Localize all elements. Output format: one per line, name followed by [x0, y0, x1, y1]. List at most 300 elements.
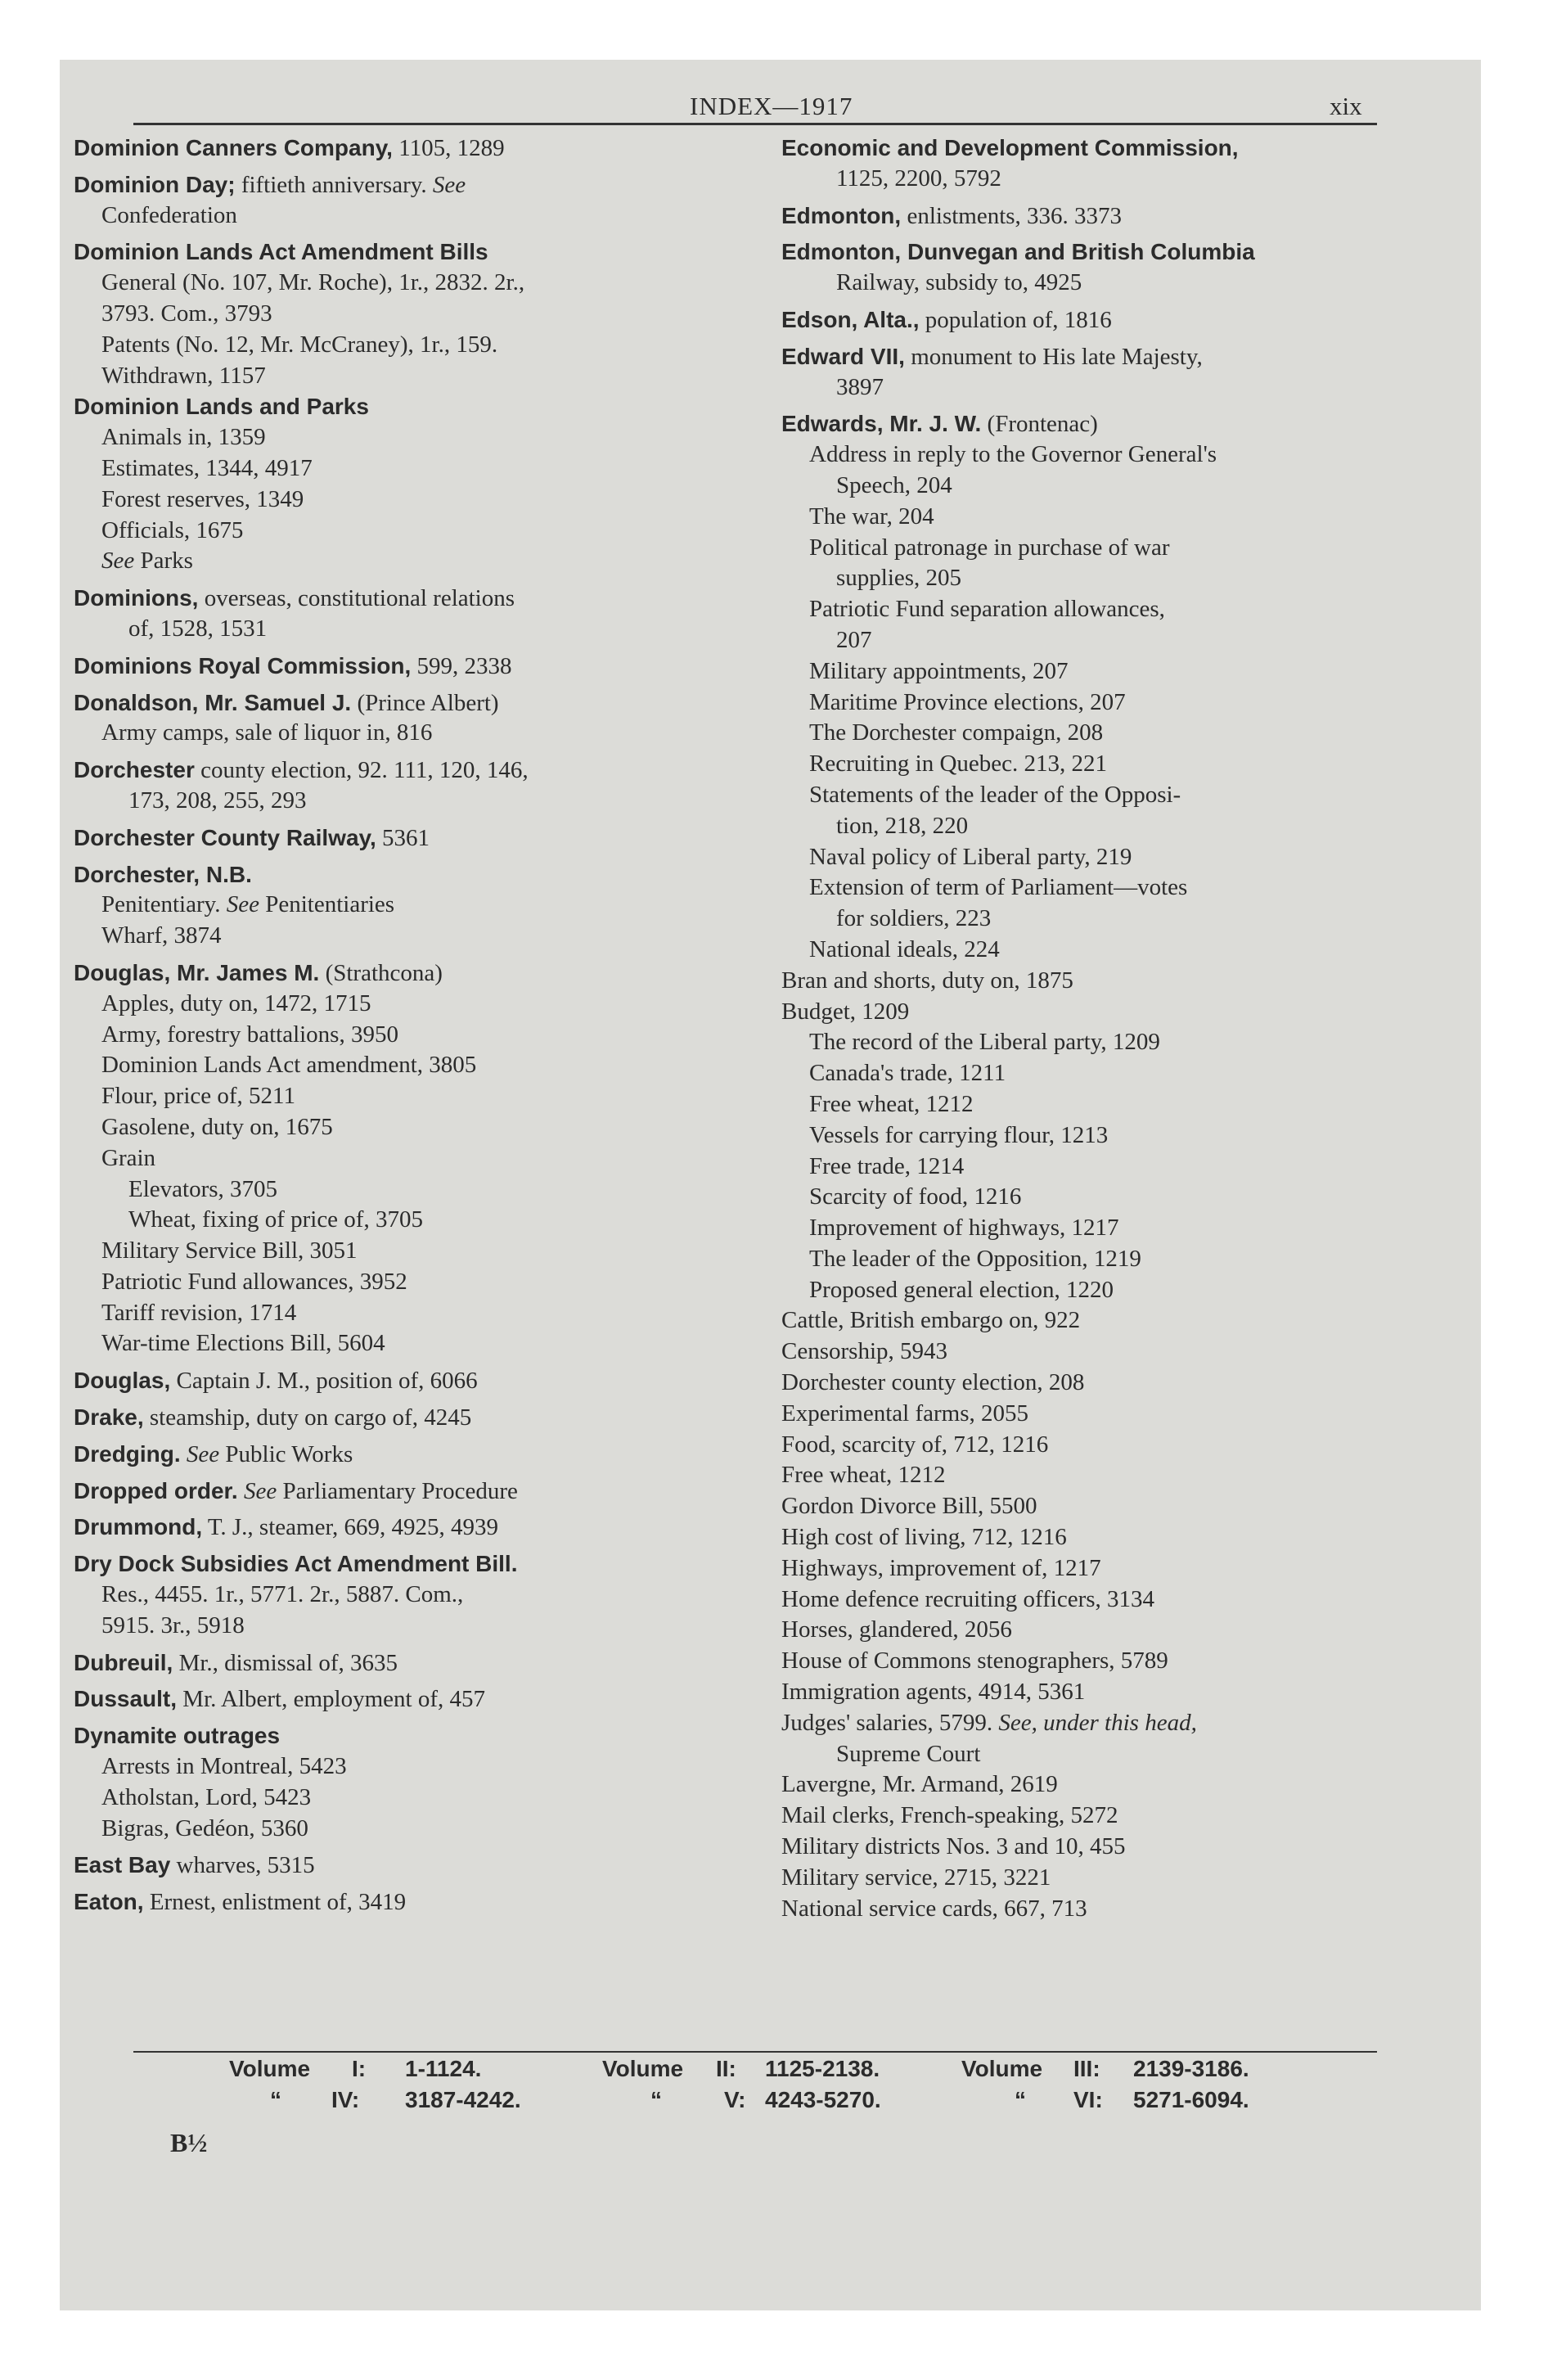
entry-subline — [781, 1244, 1403, 1275]
vol-range: 1125-2138. — [765, 2056, 880, 2081]
index-entry — [781, 341, 1403, 403]
entry-subline — [74, 1611, 761, 1642]
entry-heading: Drake, — [74, 1404, 144, 1431]
entry-subline — [781, 997, 1403, 1028]
entry-heading: Drummond, — [74, 1514, 203, 1540]
entry-heading-line — [781, 237, 1403, 268]
entry-text: Arrests in Montreal, 5423 — [101, 1753, 347, 1780]
entry-subline — [781, 1120, 1403, 1152]
entry-heading-line — [74, 583, 761, 614]
entry-text: Recruiting in Quebec. 213, 221 — [809, 751, 1108, 778]
entry-text: Military districts Nos. 3 and 10, 455 — [781, 1833, 1126, 1860]
entry-text: Vessels for carrying flour, 1213 — [809, 1121, 1109, 1148]
entry-subline — [781, 1336, 1403, 1368]
entry-text: Statements of the leader of the Opposi- — [809, 781, 1181, 808]
entry-subline — [74, 361, 761, 392]
entry-text: population of, 1816 — [919, 306, 1112, 333]
entry-subline — [781, 1863, 1403, 1894]
entry-subline — [781, 439, 1403, 471]
entry-heading-line — [74, 1648, 761, 1679]
entry-subline — [74, 546, 761, 577]
page-title: INDEX—1917 — [690, 92, 853, 120]
entry-text: fiftieth anniversary. — [235, 171, 433, 198]
entry-text: Military service, 2715, 3221 — [781, 1864, 1051, 1891]
entry-subline — [74, 1298, 761, 1329]
header-rule — [133, 123, 1377, 125]
entry-text: Free wheat, 1212 — [781, 1462, 946, 1489]
entry-subline — [74, 1143, 761, 1174]
index-entry — [74, 133, 761, 164]
entry-subline — [781, 749, 1403, 780]
index-entry — [74, 237, 761, 391]
entry-text: Scarcity of food, 1216 — [809, 1183, 1022, 1210]
index-entry — [74, 1439, 761, 1470]
entry-subline — [781, 966, 1403, 997]
index-entry — [74, 1365, 761, 1396]
entry-text: Home defence recruiting officers, 3134 — [781, 1585, 1155, 1612]
entry-heading-line — [74, 1720, 761, 1751]
entry-subline — [781, 594, 1403, 625]
entry-heading: Edwards, Mr. J. W. — [781, 411, 982, 437]
entry-text: Ernest, enlistment of, 3419 — [143, 1889, 407, 1916]
entry-text: See — [186, 1440, 220, 1467]
entry-text: Penitentiaries — [259, 891, 395, 918]
entry-text: House of Commons stenographers, 5789 — [781, 1648, 1168, 1675]
entry-subline — [781, 625, 1403, 656]
entry-heading: Dorchester County Railway, — [74, 824, 376, 850]
entry-subline — [781, 718, 1403, 749]
entry-text: 3897 — [836, 373, 884, 400]
entry-text: T. J., steamer, 669, 4925, 4939 — [202, 1514, 498, 1541]
entry-text: Canada's trade, 1211 — [809, 1060, 1006, 1087]
entry-text: 5361 — [376, 824, 430, 851]
entry-text: High cost of living, 712, 1216 — [781, 1524, 1067, 1551]
entry-text: for soldiers, 223 — [836, 905, 992, 932]
entry-subline — [74, 1050, 761, 1081]
entry-text: Gordon Divorce Bill, 5500 — [781, 1493, 1037, 1520]
entry-text: Apples, duty on, 1472, 1715 — [101, 989, 371, 1016]
entry-text: Military Service Bill, 3051 — [101, 1237, 358, 1264]
entry-subline — [74, 1020, 761, 1051]
index-entry — [74, 1720, 761, 1844]
entry-text: steamship, duty on cargo of, 4245 — [143, 1404, 472, 1431]
entry-text: Improvement of highways, 1217 — [809, 1215, 1119, 1242]
entry-subline — [781, 1399, 1403, 1430]
entry-text: War-time Elections Bill, 5604 — [101, 1330, 385, 1357]
entry-subline — [781, 842, 1403, 873]
entry-heading: Dominion Lands and Parks — [74, 394, 369, 420]
entry-text: Army, forestry battalions, 3950 — [101, 1021, 398, 1048]
vol-roman: III: — [1073, 2056, 1100, 2081]
entry-heading: Edmonton, — [781, 202, 902, 228]
entry-heading: Dredging. — [74, 1440, 181, 1467]
entry-text: Elevators, 3705 — [128, 1175, 278, 1202]
entry-text: Res., 4455. 1r., 5771. 2r., 5887. Com., — [101, 1581, 464, 1608]
entry-text: Bran and shorts, duty on, 1875 — [781, 967, 1073, 994]
vol-roman: IV: — [331, 2087, 360, 2112]
entry-subline — [781, 1213, 1403, 1244]
index-entry — [74, 1402, 761, 1433]
vol-roman: II: — [716, 2056, 736, 2081]
entry-subline — [74, 516, 761, 547]
entry-text: See — [226, 891, 259, 918]
vol-ditto: “ — [650, 2087, 662, 2112]
entry-text: Free trade, 1214 — [809, 1152, 965, 1179]
page-number: xix — [1330, 92, 1362, 120]
entry-subline — [781, 563, 1403, 594]
index-entry — [74, 1850, 761, 1881]
entry-text: Food, scarcity of, 712, 1216 — [781, 1431, 1049, 1458]
entry-text: Budget, 1209 — [781, 998, 910, 1025]
entry-heading-line — [74, 1476, 761, 1507]
index-entry — [74, 1648, 761, 1679]
entry-heading-line — [781, 408, 1403, 439]
entry-subline — [74, 1783, 761, 1814]
entry-subline — [781, 687, 1403, 719]
entry-subline — [781, 1430, 1403, 1461]
entry-text: Grain — [101, 1144, 156, 1171]
entry-heading: Edmonton, Dunvegan and British Columbia — [781, 239, 1255, 265]
vol-roman: VI: — [1073, 2087, 1103, 2112]
index-entry — [74, 651, 761, 682]
entry-text: Bigras, Gedéon, 5360 — [101, 1814, 308, 1841]
entry-text: See — [101, 548, 135, 575]
entry-heading-line — [781, 304, 1403, 336]
entry-text: Parks — [134, 548, 193, 575]
entry-text: Gasolene, duty on, 1675 — [101, 1113, 333, 1140]
index-column-right — [781, 133, 1403, 1924]
entry-subline — [781, 935, 1403, 966]
vol-range: 2139-3186. — [1133, 2056, 1249, 2081]
entry-text: 1125, 2200, 5792 — [836, 165, 1001, 192]
entry-subline — [781, 372, 1403, 403]
entry-subline — [74, 422, 761, 453]
entry-heading: Douglas, Mr. James M. — [74, 959, 320, 985]
entry-text — [238, 1478, 244, 1504]
index-entry — [74, 755, 761, 817]
entry-text: Dorchester county election, 208 — [781, 1369, 1085, 1396]
vol-label: Volume — [961, 2056, 1043, 2081]
entry-subline — [74, 614, 761, 645]
entry-subline — [74, 453, 761, 485]
entry-text: Supreme Court — [836, 1740, 981, 1767]
entry-heading: Dynamite outrages — [74, 1723, 281, 1749]
entry-text: Public Works — [219, 1440, 353, 1467]
entry-text: 599, 2338 — [411, 652, 512, 679]
entry-text: Mail clerks, French-speaking, 5272 — [781, 1802, 1118, 1829]
entry-text: National service cards, 667, 713 — [781, 1895, 1087, 1922]
entry-heading-line — [74, 958, 761, 989]
entry-subline — [781, 1368, 1403, 1399]
entry-heading: Dominion Lands Act Amendment Bills — [74, 239, 488, 265]
entry-heading-line — [74, 1850, 761, 1881]
vol-roman: I: — [352, 2056, 367, 2081]
entry-text: Censorship, 5943 — [781, 1338, 947, 1365]
entry-subline — [74, 1236, 761, 1267]
entry-text: Patents (No. 12, Mr. McCraney), 1r., 159. — [101, 331, 498, 358]
entry-text — [181, 1441, 187, 1467]
entry-text: Dominion Lands Act amendment, 3805 — [101, 1052, 477, 1079]
entry-subline — [74, 299, 761, 330]
entry-heading-line — [74, 169, 761, 201]
vol-ditto: “ — [270, 2087, 281, 2112]
entry-text: Atholstan, Lord, 5423 — [101, 1783, 312, 1810]
entry-text: See — [243, 1477, 277, 1504]
entry-subline — [781, 904, 1403, 935]
entry-text: See, under this head, — [998, 1709, 1197, 1736]
entry-heading: Dubreuil, — [74, 1649, 173, 1675]
entry-subline — [781, 1491, 1403, 1522]
entry-text: Withdrawn, 1157 — [101, 362, 266, 389]
entry-subline — [781, 1769, 1403, 1801]
entry-heading-line — [74, 859, 761, 890]
entry-subline — [781, 1894, 1403, 1925]
entry-subline — [781, 471, 1403, 502]
entry-text: Immigration agents, 4914, 5361 — [781, 1679, 1086, 1706]
entry-heading: Dorchester — [74, 757, 195, 783]
entry-heading-line — [781, 341, 1403, 372]
entry-heading: Donaldson, Mr. Samuel J. — [74, 689, 352, 715]
entry-heading-line — [74, 1886, 761, 1918]
entry-text: of, 1528, 1531 — [128, 615, 268, 642]
entry-text: Free wheat, 1212 — [809, 1090, 974, 1117]
entry-heading-line — [74, 755, 761, 786]
entry-heading-line — [74, 237, 761, 268]
entry-text: Naval policy of Liberal party, 219 — [809, 843, 1132, 870]
entry-text: Highways, improvement of, 1217 — [781, 1554, 1101, 1581]
entry-text: Parliamentary Procedure — [277, 1477, 518, 1504]
entry-subline — [781, 872, 1403, 904]
entry-text: wharves, 5315 — [170, 1852, 315, 1879]
vol-label: Volume — [229, 2056, 311, 2081]
entry-text: 207 — [836, 626, 872, 653]
entry-text: Mr. Albert, employment of, 457 — [177, 1686, 485, 1713]
entry-subline — [74, 1580, 761, 1611]
entry-subline — [781, 1460, 1403, 1491]
entry-heading: Dry Dock Subsidies Act Amendment Bill. — [74, 1551, 518, 1577]
entry-subline — [74, 890, 761, 921]
entry-subline — [781, 811, 1403, 842]
entry-subline — [781, 1027, 1403, 1058]
entry-text: Military appointments, 207 — [809, 657, 1069, 684]
entry-text: county election, 92. 111, 120, 146, — [194, 757, 529, 784]
entry-heading: Dominion Canners Company, — [74, 135, 393, 160]
entry-heading: Dropped order. — [74, 1477, 238, 1503]
entry-heading: Eaton, — [74, 1889, 144, 1915]
entry-text: 5915. 3r., 5918 — [101, 1611, 245, 1639]
index-entry — [781, 408, 1403, 1924]
entry-text: Judges' salaries, 5799. — [781, 1709, 999, 1736]
index-entry — [781, 237, 1403, 299]
entry-subline — [74, 1328, 761, 1359]
entry-text: (Frontenac) — [981, 411, 1098, 438]
entry-subline — [74, 786, 761, 817]
entry-text: Speech, 204 — [836, 471, 952, 498]
entry-heading: Douglas, — [74, 1368, 171, 1394]
entry-heading-line — [74, 1684, 761, 1715]
entry-subline — [74, 1267, 761, 1298]
signature-mark: B½ — [170, 2128, 208, 2157]
entry-heading-line — [74, 823, 761, 854]
entry-text: Estimates, 1344, 4917 — [101, 454, 313, 481]
entry-text: Extension of term of Parliament—votes — [809, 874, 1188, 901]
entry-text: 3793. Com., 3793 — [101, 300, 272, 327]
index-entry — [781, 304, 1403, 336]
entry-subline — [781, 1522, 1403, 1553]
entry-subline — [781, 1305, 1403, 1336]
entry-subline — [781, 1615, 1403, 1646]
index-entry — [781, 133, 1403, 195]
entry-subline — [781, 1182, 1403, 1213]
entry-subline — [781, 1739, 1403, 1770]
entry-subline — [781, 1801, 1403, 1832]
entry-text: Lavergne, Mr. Armand, 2619 — [781, 1771, 1058, 1798]
vol-label: Volume — [602, 2056, 684, 2081]
entry-subline — [74, 268, 761, 299]
entry-subline — [74, 921, 761, 952]
entry-text: enlistments, 336. 3373 — [901, 202, 1123, 229]
entry-subline — [781, 1152, 1403, 1183]
entry-heading: Dominions, — [74, 585, 199, 611]
vol-range: 3187-4242. — [405, 2087, 521, 2112]
entry-subline — [781, 502, 1403, 533]
entry-subline — [781, 1553, 1403, 1584]
entry-text: National ideals, 224 — [809, 935, 1000, 962]
entry-text: Confederation — [101, 201, 237, 228]
index-entry — [74, 1684, 761, 1715]
entry-subline — [781, 268, 1403, 299]
entry-text: Army camps, sale of liquor in, 816 — [101, 719, 433, 746]
entry-heading: Dorchester, N.B. — [74, 861, 252, 887]
entry-heading: Economic and Development Commission, — [781, 135, 1239, 160]
entry-text: tion, 218, 220 — [836, 812, 969, 839]
entry-text: Experimental farms, 2055 — [781, 1400, 1028, 1427]
index-entry — [74, 1548, 761, 1641]
entry-text: supplies, 205 — [836, 565, 962, 592]
entry-text: Wheat, fixing of price of, 3705 — [128, 1206, 423, 1233]
entry-heading-line — [74, 391, 761, 422]
entry-text: Political patronage in purchase of war — [809, 534, 1170, 561]
entry-subline — [781, 1089, 1403, 1120]
index-entry — [781, 201, 1403, 232]
entry-text: Animals in, 1359 — [101, 424, 266, 451]
entry-text: The war, 204 — [809, 503, 934, 530]
entry-text: Mr., dismissal of, 3635 — [173, 1649, 398, 1676]
entry-subline — [74, 330, 761, 361]
entry-text: The record of the Liberal party, 1209 — [809, 1029, 1160, 1056]
entry-text: Railway, — [836, 269, 920, 296]
entry-subline — [74, 989, 761, 1020]
entry-text: Horses, glandered, 2056 — [781, 1616, 1012, 1643]
entry-subline — [781, 1708, 1403, 1739]
entry-subline — [781, 1584, 1403, 1616]
entry-text: 1105, 1289 — [392, 135, 505, 161]
entry-subline — [74, 1081, 761, 1112]
entry-text: Cattle, British embargo on, 922 — [781, 1307, 1081, 1334]
footer-rule — [133, 2051, 1377, 2053]
index-entry — [74, 391, 761, 577]
entry-heading: Dussault, — [74, 1686, 178, 1712]
entry-heading-line — [74, 687, 761, 719]
entry-subline — [781, 164, 1403, 195]
entry-subline — [781, 1832, 1403, 1863]
entry-heading: Edson, Alta., — [781, 306, 920, 332]
entry-text: Officials, 1675 — [101, 516, 244, 543]
vol-range: 4243-5270. — [765, 2087, 881, 2112]
entry-text: Address in reply to the Governor General's — [809, 441, 1217, 468]
vol-range: 5271-6094. — [1133, 2087, 1249, 2112]
entry-heading-line — [74, 133, 761, 164]
entry-text: General (No. 107, Mr. Roche), 1r., 2832. 2r., — [101, 269, 525, 296]
entry-heading-line — [781, 201, 1403, 232]
entry-text: 173, 208, 255, 293 — [128, 787, 307, 814]
entry-heading-line — [74, 651, 761, 682]
entry-text: Tariff revision, 1714 — [101, 1299, 297, 1326]
entry-text: Forest reserves, 1349 — [101, 485, 304, 512]
entry-subline — [781, 533, 1403, 564]
entry-heading-line — [74, 1402, 761, 1433]
entry-text: Captain J. M., position of, 6066 — [170, 1368, 478, 1395]
entry-subline — [781, 1058, 1403, 1089]
entry-text: overseas, constitutional relations — [198, 585, 515, 612]
entry-text: The leader of the Opposition, 1219 — [809, 1245, 1141, 1272]
entry-subline — [781, 780, 1403, 811]
entry-subline — [74, 1751, 761, 1783]
entry-text: The Dorchester compaign, 208 — [809, 719, 1104, 746]
entry-subline — [781, 1275, 1403, 1306]
entry-text: Proposed general election, 1220 — [809, 1276, 1114, 1303]
vol-roman: V: — [724, 2087, 746, 2112]
entry-text: (Strathcona) — [319, 959, 443, 986]
entry-heading-line — [781, 133, 1403, 164]
entry-text: (Prince Albert) — [351, 689, 499, 716]
entry-subline — [74, 1814, 761, 1845]
entry-subline — [74, 718, 761, 749]
entry-heading: Dominion Day; — [74, 171, 236, 197]
entry-subline — [781, 656, 1403, 687]
entry-subline — [74, 485, 761, 516]
index-entry — [74, 1886, 761, 1918]
entry-text: subsidy to, 4925 — [920, 269, 1082, 296]
entry-text: Maritime Province elections, 207 — [809, 688, 1126, 715]
entry-subline — [74, 201, 761, 232]
index-entry — [74, 583, 761, 645]
entry-heading-line — [74, 1512, 761, 1543]
entry-text: See — [432, 171, 466, 198]
entry-text: monument to His late Majesty, — [904, 343, 1203, 370]
entry-subline — [74, 1174, 761, 1206]
entry-subline — [781, 1677, 1403, 1708]
entry-heading-line — [74, 1548, 761, 1580]
entry-heading-line — [74, 1365, 761, 1396]
entry-text: Flour, price of, 5211 — [101, 1083, 295, 1110]
entry-subline — [74, 1112, 761, 1143]
index-entry — [74, 169, 761, 232]
index-entry — [74, 823, 761, 854]
index-entry — [74, 687, 761, 750]
entry-text: Penitentiary. — [101, 891, 227, 918]
entry-subline — [74, 1205, 761, 1236]
entry-text: Patriotic Fund separation allowances, — [809, 596, 1165, 623]
vol-range: 1-1124. — [405, 2056, 482, 2081]
index-entry — [74, 859, 761, 952]
entry-heading: East Bay — [74, 1852, 171, 1878]
vol-ditto: “ — [1015, 2087, 1026, 2112]
entry-text: Patriotic Fund allowances, 3952 — [101, 1268, 407, 1295]
index-entry — [74, 958, 761, 1359]
index-entry — [74, 1476, 761, 1507]
entry-subline — [781, 1646, 1403, 1677]
